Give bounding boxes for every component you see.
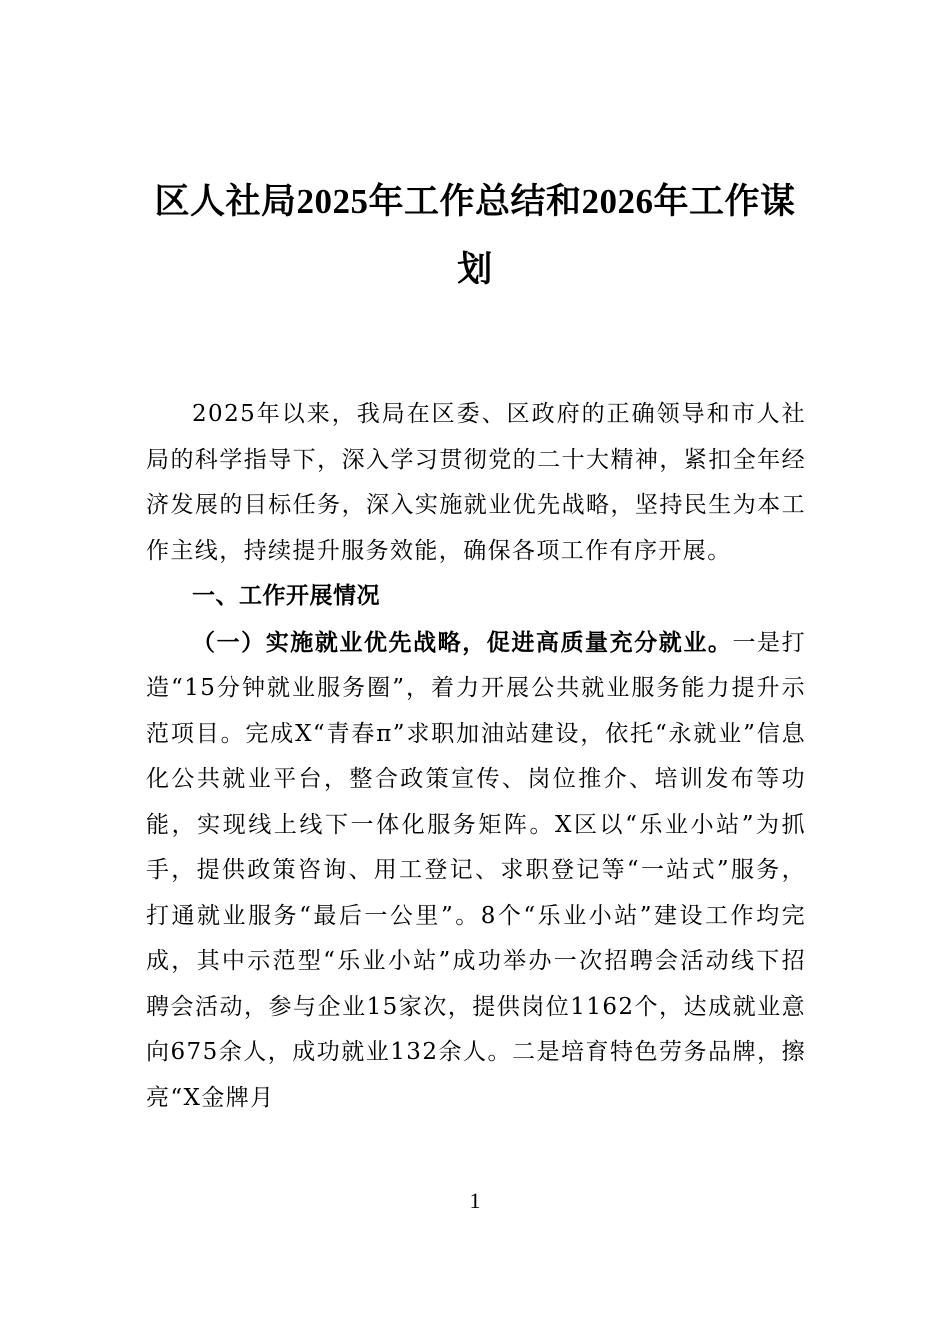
subsection-paragraph (146, 620, 806, 1122)
document-title: 区人社局2025年工作总结和2026年工作谋划 (154, 182, 796, 289)
document-body (146, 392, 806, 1121)
subsection-body: 一是打造“15分钟就业服务圈”，着力开展公共就业服务能力提升示范项目。完成X“青春π”求职加油站建设，依托“永就业”信息化公共就业平台，整合政策宣传、岗位推介、培训发布等功能，实现线上线下一体化服务矩阵。X区以“乐业小站”为抓手，提供政策咨询、用工登记、求职登记等“一站式”服务，打通就业服务“最后一公里”。8个“乐业小站”建设工作均完成，其中示范型“乐业小站”成功举办一次招聘会活动线下招聘会活动，参与企业15家次，提供岗位1162个，达成就业意向675余人，成功就业132余人。二是培育特色劳务品牌，擦亮“X金牌月 (146, 629, 806, 1111)
page-number: 1 (469, 1188, 481, 1213)
subsection-lead: （一）实施就业优先战略，促进高质量充分就业。 (192, 628, 733, 656)
section-heading: 一、工作开展情况 (192, 583, 380, 609)
intro-paragraph: 2025年以来，我局在区委、区政府的正确领导和市人社局的科学指导下，深入学习贯彻党的二十大精神，紧扣全年经济发展的目标任务，深入实施就业优先战略，坚持民生为本工作主线，持续提升服务效能，确保各项工作有序开展。 (146, 401, 806, 564)
